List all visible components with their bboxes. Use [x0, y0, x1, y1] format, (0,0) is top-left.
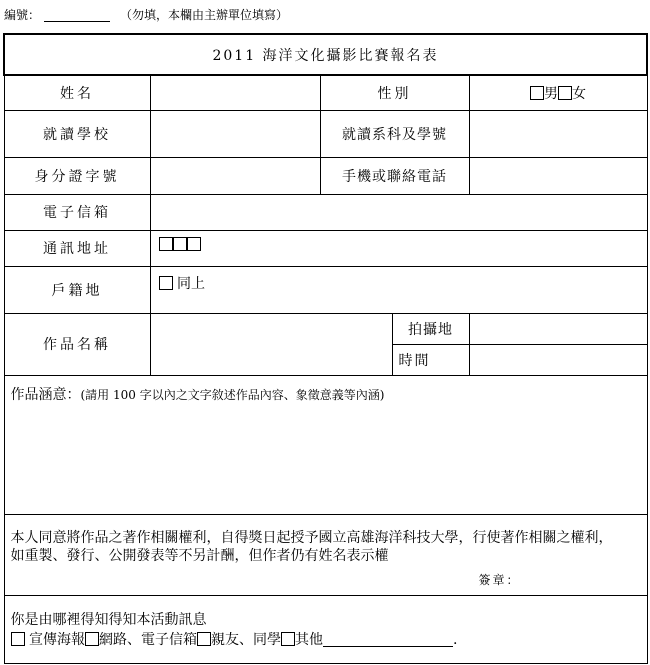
location-label: 拍攝地	[392, 313, 469, 344]
work-meaning-label: 作品涵意：	[10, 386, 81, 403]
consent-line-2: 如重製、發行、公開發表等不另計酬，但作者仍有姓名表示權	[10, 547, 389, 564]
phone-field[interactable]	[469, 157, 647, 194]
work-meaning-field[interactable]	[4, 375, 647, 514]
form-number-line	[4, 6, 288, 23]
info-source-field	[4, 595, 647, 663]
gender-male-checkbox[interactable]	[530, 86, 544, 100]
location-field[interactable]	[469, 313, 647, 344]
postal-code-box[interactable]	[187, 237, 201, 251]
same-as-above-label: 同上	[176, 275, 205, 292]
source-internet-label: 網路、電子信箱	[98, 631, 197, 648]
phone-label: 手機或聯絡電話	[320, 157, 469, 194]
gender-male-label: 男	[544, 85, 559, 102]
department-label: 就讀系科及學號	[320, 110, 469, 157]
postal-code-box[interactable]	[173, 237, 187, 251]
source-internet-checkbox[interactable]	[85, 632, 99, 646]
name-label: 姓名	[4, 75, 150, 110]
time-label: 時間	[392, 344, 469, 375]
email-label: 電子信箱	[4, 194, 150, 230]
work-name-label: 作品名稱	[4, 313, 150, 375]
registration-form	[3, 33, 648, 664]
gender-female-checkbox[interactable]	[558, 86, 572, 100]
source-other-blank[interactable]	[323, 634, 453, 647]
form-title: 2011 海洋文化攝影比賽報名表	[4, 34, 647, 75]
registered-address-label: 戶籍地	[4, 266, 150, 313]
signature-label: 簽章：	[478, 572, 521, 587]
form-number-blank[interactable]	[44, 9, 110, 22]
gender-label: 性別	[320, 75, 469, 110]
consent-statement	[4, 514, 647, 595]
gender-field	[469, 75, 647, 110]
source-other-checkbox[interactable]	[281, 632, 295, 646]
id-number-label: 身分證字號	[4, 157, 150, 194]
address-label: 通訊地址	[4, 230, 150, 266]
postal-code-box[interactable]	[159, 237, 173, 251]
name-field[interactable]	[150, 75, 320, 110]
source-poster-label: 宣傳海報	[28, 631, 85, 648]
source-poster-checkbox[interactable]	[11, 632, 25, 646]
consent-line-1: 本人同意將作品之著作相關權利，自得獎日起授予國立高雄海洋科技大學，行使著作相關之權利，	[10, 529, 613, 546]
school-label: 就讀學校	[4, 110, 150, 157]
department-field[interactable]	[469, 110, 647, 157]
source-friends-checkbox[interactable]	[197, 632, 211, 646]
info-source-question: 你是由哪裡得知得知本活動訊息	[10, 611, 207, 628]
form-number-label: 編號：	[4, 8, 41, 22]
registered-address-field[interactable]	[150, 266, 647, 313]
info-source-options	[11, 630, 641, 650]
source-other-label: 其他	[294, 631, 323, 648]
source-friends-label: 親友、同學	[210, 631, 281, 648]
source-end-mark: .	[452, 631, 458, 648]
gender-female-label: 女	[572, 85, 587, 102]
email-field[interactable]	[150, 194, 647, 230]
work-name-field[interactable]	[150, 313, 392, 375]
same-as-above-checkbox[interactable]	[159, 276, 173, 290]
work-meaning-hint: (請用 100 字以內之文字敘述作品內容、象徵意義等內涵)	[80, 387, 385, 402]
form-number-note: （勿填，本欄由主辦單位填寫）	[120, 8, 289, 22]
id-number-field[interactable]	[150, 157, 320, 194]
time-field[interactable]	[469, 344, 647, 375]
school-field[interactable]	[150, 110, 320, 157]
address-field[interactable]	[150, 230, 647, 266]
